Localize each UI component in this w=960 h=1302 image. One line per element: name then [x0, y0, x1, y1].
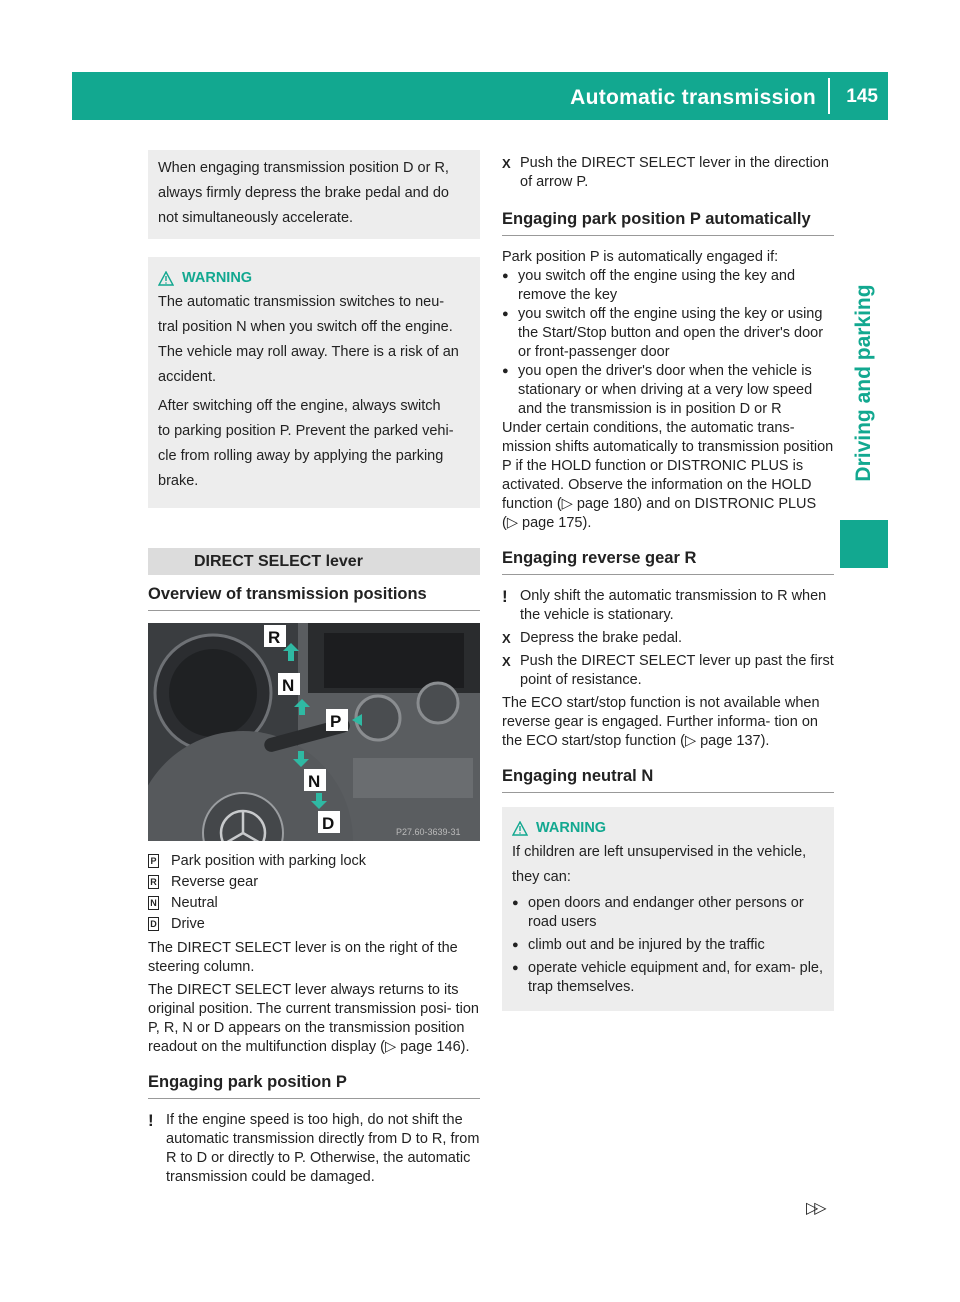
warning-line: to parking position P. Prevent the parked vehi- — [158, 423, 454, 439]
paragraph: Park position P is automatically engaged if: — [502, 249, 779, 265]
step-arrow-icon: X — [502, 156, 511, 171]
paragraph: The DIRECT SELECT lever always returns to its original position. The current transmission posi- tion P, R, N or D appears on the transmission position readout on the multifunction display (▷ page 146). — [148, 982, 479, 1055]
photo-code: P27.60-3639-31 — [396, 827, 461, 837]
bullet-icon: ● — [512, 962, 519, 974]
chapter-tab[interactable] — [840, 283, 888, 482]
page-number: 145 — [846, 86, 878, 107]
bullet-icon: ● — [502, 365, 509, 377]
header-divider — [828, 78, 830, 114]
page-title: Automatic transmission — [570, 86, 816, 109]
exclamation-icon: ! — [502, 587, 508, 606]
gear-symbol: R — [148, 875, 159, 889]
bullet-item: ● open doors and endanger other persons or road users — [512, 895, 804, 930]
instruction-step: X Push the DIRECT SELECT lever up past the first point of resistance. — [502, 653, 834, 688]
chapter-tab-label: Driving and parking — [852, 283, 875, 482]
warning-title: WARNING — [158, 269, 470, 288]
caution-note: ! Only shift the automatic transmission to R when the vehicle is stationary. — [502, 587, 827, 623]
heading-overview: Overview of transmission positions — [148, 585, 480, 611]
heading-auto: Engaging park position P automatically — [502, 210, 834, 236]
gear-symbol: D — [148, 917, 159, 931]
warning-triangle-icon — [512, 821, 528, 836]
caution-note: ! If the engine speed is too high, do not shift the automatic transmission directly from D to R, from R to D or directly to P. Otherwise, the automatic transmission could be damaged. — [148, 1111, 480, 1185]
step-arrow-icon: X — [502, 654, 511, 669]
warning-triangle-icon — [158, 271, 174, 286]
bullet-item: ● operate vehicle equipment and, for exam- ple, trap themselves. — [512, 960, 824, 995]
left-column — [148, 150, 480, 1187]
bullet-icon: ● — [502, 308, 509, 320]
warning-line: cle from rolling away by applying the parking — [158, 448, 444, 464]
photo-label: N — [282, 676, 295, 695]
warning-line: After switching off the engine, always switch — [158, 398, 441, 414]
exclamation-icon: ! — [148, 1111, 154, 1130]
warning-box — [502, 807, 834, 1011]
warning-line: brake. — [158, 473, 199, 489]
paragraph: The ECO start/stop function is not available when reverse gear is engaged. Further informa- tion on the ECO start/stop function (▷ page 137). — [502, 695, 820, 749]
legend-item: P Park position with parking lock — [148, 851, 480, 872]
continue-arrow-icon: ▷▷ — [806, 1200, 823, 1217]
heading-reverse: Engaging reverse gear R — [502, 549, 834, 575]
right-column — [502, 150, 834, 1011]
step-arrow-icon: X — [502, 631, 511, 646]
instruction-step: X Depress the brake pedal. — [502, 630, 683, 646]
warning-line: accident. — [158, 369, 217, 385]
warning-text: If children are left unsupervised in the vehicle, they can: — [512, 844, 807, 885]
legend-item: N Neutral — [148, 893, 480, 914]
photo-label: N — [308, 772, 321, 791]
photo-label: P — [330, 712, 342, 731]
legend-item: D Drive — [148, 914, 480, 935]
paragraph: The DIRECT SELECT lever is on the right of the steering column. — [148, 940, 458, 975]
gear-symbol: P — [148, 854, 159, 868]
bullet-icon: ● — [512, 897, 519, 909]
instruction-step: X Push the DIRECT SELECT lever in the direction of arrow P. — [502, 155, 829, 190]
note-line: always firmly depress the brake pedal and do — [158, 185, 449, 201]
paragraph: Under certain conditions, the automatic trans- mission shifts automatically to transmission position P if the HOLD function or DISTRONIC PLUS is activated. Observe the information on the HOLD function (▷ page 180) and on DISTRONIC PLUS (▷ page 175). — [502, 420, 834, 531]
bullet-item: ● you switch off the engine using the key and remove the key — [502, 268, 796, 303]
note-box — [148, 150, 480, 239]
warning-title: WARNING — [512, 819, 824, 838]
bullet-icon: ● — [512, 939, 519, 951]
note-line: not simultaneously accelerate. — [158, 210, 354, 226]
lever-photo — [148, 623, 480, 841]
warning-line: The vehicle may roll away. There is a risk of an — [158, 344, 459, 360]
heading-park: Engaging park position P — [148, 1073, 480, 1099]
bullet-icon: ● — [502, 270, 509, 282]
gear-symbol: N — [148, 896, 159, 910]
page-header — [72, 72, 888, 120]
bullet-item: ● you switch off the engine using the key or using the Start/Stop button and open the driver's door or front-passenger door — [502, 306, 824, 360]
photo-label: R — [268, 628, 281, 647]
note-line: When engaging transmission position D or R, — [158, 160, 449, 176]
bullet-item: ● climb out and be injured by the traffic — [512, 937, 765, 953]
legend-item: R Reverse gear — [148, 872, 480, 893]
warning-box — [148, 257, 480, 508]
photo-label: D — [322, 814, 335, 833]
heading-neutral: Engaging neutral N — [502, 767, 834, 793]
chapter-marker — [840, 520, 888, 568]
bullet-item: ● you open the driver's door when the vehicle is stationary or when driving at a very low speed and the transmission is in position D or R — [502, 363, 813, 417]
warning-line: tral position N when you switch off the engine. — [158, 319, 453, 335]
section-title: DIRECT SELECT lever — [148, 548, 480, 575]
warning-line: The automatic transmission switches to neu- — [158, 294, 445, 310]
